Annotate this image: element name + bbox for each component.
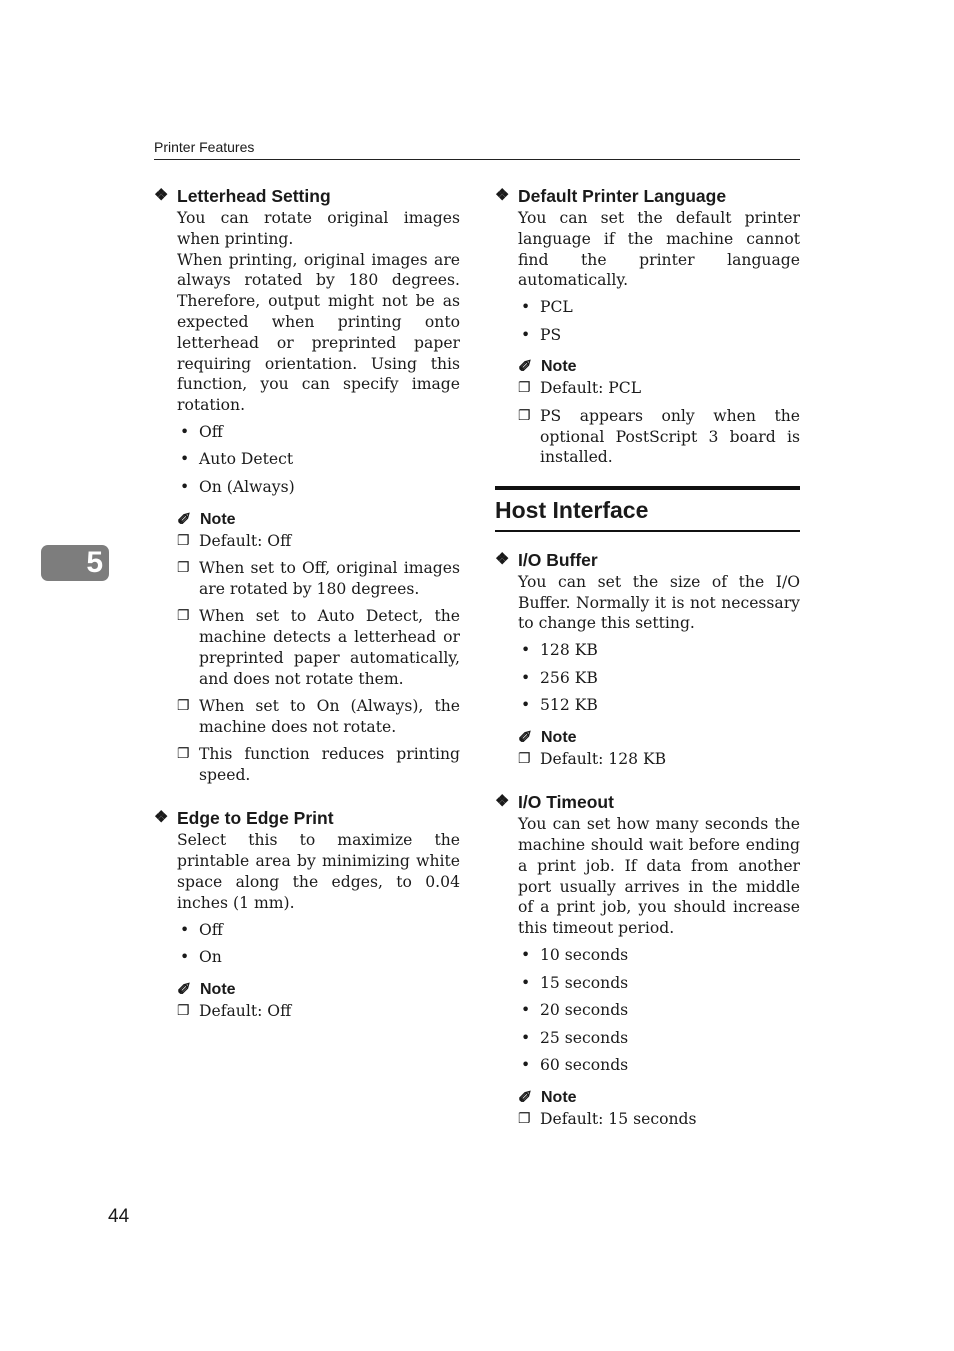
diamond-bullet-icon: ❖ [495,793,510,811]
bullet-icon: • [180,948,190,967]
list-item: • 256 KB [521,668,598,687]
checkbox-square-icon: ❐ [518,380,531,397]
note-list [518,1109,800,1130]
section-heading: I/O Timeout [518,792,614,813]
list-item: • On (Always) [180,477,295,496]
checkbox-square-icon: ❐ [518,407,531,424]
note-heading: ✐ Note [518,727,577,747]
bullet-icon: • [521,298,531,317]
list-item: ❐ Default: Off [177,1001,292,1020]
header-rule [154,159,800,160]
page-number: 44 [108,1206,130,1227]
bullet-icon: • [521,696,531,715]
paragraph: You can set the size of the I/O Buffer. Normally it is not necessary to change this setting. [518,572,800,633]
option-list [518,945,800,1076]
diamond-bullet-icon: ❖ [154,809,169,827]
pencil-icon: ✐ [177,979,192,999]
list-item: • Auto Detect [180,450,294,469]
list-item: • PS [521,325,562,344]
list-item: ❐ PS appears only when the optional PostScript 3 board is installed. [518,406,800,467]
left-column [154,184,460,1028]
bullet-icon: • [521,973,531,992]
right-column [495,184,800,1136]
checkbox-square-icon: ❐ [177,532,190,549]
edge-to-edge-print-section [154,806,460,1021]
note-heading: ✐ Note [177,509,236,529]
section-title-rule [495,530,800,532]
default-printer-language-section [495,184,800,468]
bullet-icon: • [180,450,190,469]
chapter-tab: 5 [41,545,109,581]
list-item: • 60 seconds [521,1056,629,1075]
list-item: • 15 seconds [521,973,629,992]
list-item: • Off [180,422,223,441]
option-list [177,422,460,498]
bullet-icon: • [521,641,531,660]
io-buffer-section [495,548,800,770]
list-item: • 25 seconds [521,1028,629,1047]
list-item: ❐ When set to On (Always), the machine does not rotate. [177,697,460,736]
bullet-icon: • [521,1028,531,1047]
section-heading: Default Printer Language [518,186,727,206]
section-heading: I/O Buffer [518,549,598,570]
note-list [518,378,800,468]
paragraph: You can rotate original images when printing. [177,209,460,248]
checkbox-square-icon: ❐ [177,746,190,763]
running-title: Printer Features [154,139,255,155]
bullet-icon: • [521,325,531,344]
list-item: ❐ When set to Auto Detect, the machine detects a letterhead or preprinted paper automatically, and does not rotate them. [177,607,460,688]
list-item: ❐ Default: 128 KB [518,749,667,768]
paragraph: You can set how many seconds the machine should wait before ending a print job. If data from another port usually arrives in the middle of a print job, you should increase this timeout period. [518,815,800,938]
list-item: ❐ Default: Off [177,531,292,550]
note-list [518,749,800,770]
list-item: ❐ Default: PCL [518,379,642,398]
paragraph: When printing, original images are always rotated by 180 degrees. Therefore, output might not be as expected when printing onto letterhead or preprinted paper requiring orientation. Using this function, you can specify image rotation. [177,250,460,415]
note-list [177,531,460,786]
host-interface-title-block [495,486,800,532]
option-list [518,297,800,345]
diamond-bullet-icon: ❖ [495,550,510,568]
checkbox-square-icon: ❐ [177,560,190,577]
list-item: • On [180,948,222,967]
section-heading: Letterhead Setting [177,186,331,206]
checkbox-square-icon: ❐ [177,1002,190,1019]
option-list [177,920,460,968]
list-item: • 512 KB [521,696,598,715]
list-item: ❐ When set to Off, original images are rotated by 180 degrees. [177,559,460,598]
letterhead-setting-section [154,184,460,786]
pencil-icon: ✐ [518,727,533,747]
bullet-icon: • [180,920,190,939]
list-item: • Off [180,920,223,939]
io-timeout-section [495,790,800,1129]
section-title: Host Interface [495,497,649,524]
note-heading: ✐ Note [177,979,236,999]
bullet-icon: • [180,477,190,496]
note-list [177,1001,460,1022]
note-heading: ✐ Note [518,357,577,377]
option-list [518,640,800,716]
bullet-icon: • [521,668,531,687]
paragraph: You can set the default printer language if the machine cannot find the printer language automatically. [518,209,800,290]
section-heading: Edge to Edge Print [177,808,334,829]
list-item: • 20 seconds [521,1001,629,1020]
diamond-bullet-icon: ❖ [154,187,169,204]
list-item: • 10 seconds [521,946,629,965]
list-item: • PCL [521,298,573,317]
list-item: • 128 KB [521,641,598,660]
checkbox-square-icon: ❐ [177,698,190,715]
pencil-icon: ✐ [518,357,533,377]
bullet-icon: • [180,422,190,441]
diamond-bullet-icon: ❖ [495,187,510,204]
paragraph: Select this to maximize the printable area by minimizing white space along the edges, to 0.04 inches (1 mm). [177,831,460,912]
bullet-icon: • [521,1056,531,1075]
checkbox-square-icon: ❐ [177,608,190,625]
bullet-icon: • [521,946,531,965]
pencil-icon: ✐ [518,1087,533,1107]
pencil-icon: ✐ [177,509,192,529]
list-item: ❐ This function reduces printing speed. [177,745,460,785]
checkbox-square-icon: ❐ [518,750,531,767]
list-item: ❐ Default: 15 seconds [518,1109,697,1128]
note-heading: ✐ Note [518,1087,577,1107]
checkbox-square-icon: ❐ [518,1110,531,1127]
bullet-icon: • [521,1001,531,1020]
